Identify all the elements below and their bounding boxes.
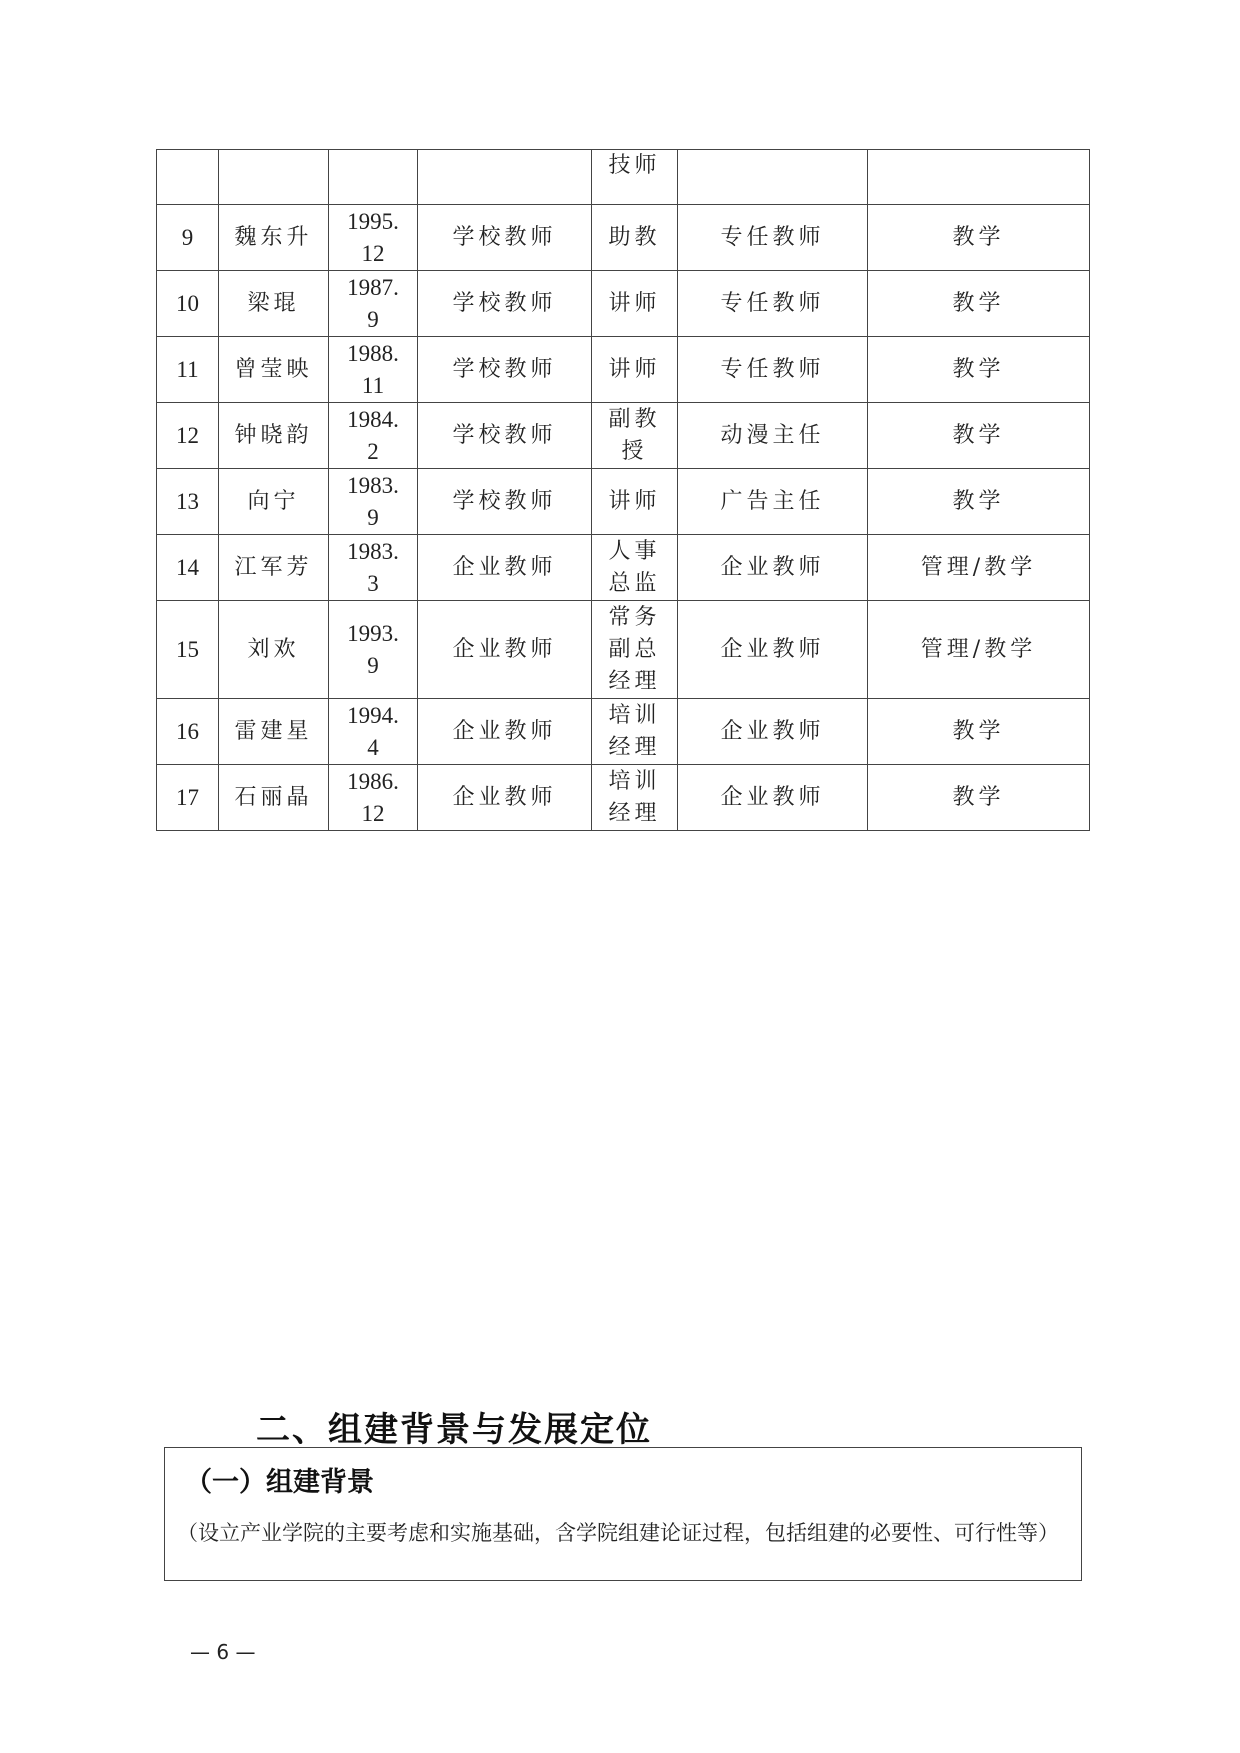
position-cell: 企业教师	[678, 765, 868, 831]
row-number: 17	[157, 765, 219, 831]
job-title-cell: 讲师	[592, 271, 678, 337]
job-title-cell: 副教 授	[592, 403, 678, 469]
job-title-cell: 人事 总监	[592, 535, 678, 601]
row-number: 10	[157, 271, 219, 337]
teacher-type-cell: 学校教师	[418, 271, 592, 337]
name-cell: 曾莹映	[219, 337, 329, 403]
row-number	[157, 150, 219, 205]
row-number: 12	[157, 403, 219, 469]
job-title-cell: 讲师	[592, 469, 678, 535]
duty-cell	[868, 150, 1090, 205]
row-number: 16	[157, 699, 219, 765]
name-cell	[219, 150, 329, 205]
birth-date-cell: 1983. 3	[329, 535, 418, 601]
birth-date-cell: 1993. 9	[329, 601, 418, 699]
teacher-type-cell: 企业教师	[418, 699, 592, 765]
position-cell: 企业教师	[678, 699, 868, 765]
name-cell: 雷建星	[219, 699, 329, 765]
duty-cell: 教学	[868, 699, 1090, 765]
name-cell: 向宁	[219, 469, 329, 535]
table-row	[157, 601, 1090, 699]
duty-cell: 管理/教学	[868, 535, 1090, 601]
position-cell: 专任教师	[678, 337, 868, 403]
section-note: （设立产业学院的主要考虑和实施基础，含学院组建论证过程，包括组建的必要性、可行性等）	[177, 1521, 1059, 1545]
table-row	[157, 337, 1090, 403]
position-cell: 企业教师	[678, 601, 868, 699]
birth-date-cell: 1984. 2	[329, 403, 418, 469]
page-number: — 6 —	[190, 1640, 256, 1664]
row-number: 15	[157, 601, 219, 699]
table-row	[157, 765, 1090, 831]
duty-cell: 管理/教学	[868, 601, 1090, 699]
duty-cell: 教学	[868, 337, 1090, 403]
position-cell: 专任教师	[678, 271, 868, 337]
birth-date-cell: 1995. 12	[329, 205, 418, 271]
birth-date-cell: 1983. 9	[329, 469, 418, 535]
table-row	[157, 150, 1090, 205]
teacher-type-cell: 企业教师	[418, 601, 592, 699]
row-number: 11	[157, 337, 219, 403]
position-cell: 动漫主任	[678, 403, 868, 469]
table-row	[157, 535, 1090, 601]
table-row	[157, 469, 1090, 535]
teacher-type-cell: 学校教师	[418, 205, 592, 271]
birth-date-cell: 1988. 11	[329, 337, 418, 403]
position-cell: 专任教师	[678, 205, 868, 271]
row-number: 13	[157, 469, 219, 535]
job-title-cell: 常务 副总 经理	[592, 601, 678, 699]
job-title-cell: 培训 经理	[592, 765, 678, 831]
job-title-cell: 讲师	[592, 337, 678, 403]
duty-cell: 教学	[868, 205, 1090, 271]
position-cell	[678, 150, 868, 205]
row-number: 14	[157, 535, 219, 601]
row-number: 9	[157, 205, 219, 271]
birth-date-cell: 1987. 9	[329, 271, 418, 337]
name-cell: 魏东升	[219, 205, 329, 271]
name-cell: 钟晓韵	[219, 403, 329, 469]
table-row	[157, 699, 1090, 765]
background-box	[164, 1447, 1082, 1581]
section-title: 二、组建背景与发展定位	[256, 1410, 652, 1450]
name-cell: 石丽晶	[219, 765, 329, 831]
duty-cell: 教学	[868, 765, 1090, 831]
birth-date-cell: 1986. 12	[329, 765, 418, 831]
teacher-type-cell: 企业教师	[418, 535, 592, 601]
staff-table	[156, 149, 1090, 831]
duty-cell: 教学	[868, 403, 1090, 469]
table-row	[157, 403, 1090, 469]
job-title-cell: 培训 经理	[592, 699, 678, 765]
duty-cell: 教学	[868, 271, 1090, 337]
duty-cell: 教学	[868, 469, 1090, 535]
teacher-type-cell: 学校教师	[418, 469, 592, 535]
teacher-type-cell: 学校教师	[418, 403, 592, 469]
job-title-cell: 助教	[592, 205, 678, 271]
name-cell: 刘欢	[219, 601, 329, 699]
name-cell: 梁琨	[219, 271, 329, 337]
subsection-heading: （一）组建背景	[185, 1467, 374, 1498]
table-row	[157, 205, 1090, 271]
job-title-cell: 技师	[592, 150, 678, 205]
table-row	[157, 271, 1090, 337]
birth-date-cell	[329, 150, 418, 205]
birth-date-cell: 1994. 4	[329, 699, 418, 765]
teacher-type-cell: 学校教师	[418, 337, 592, 403]
teacher-type-cell: 企业教师	[418, 765, 592, 831]
name-cell: 江军芳	[219, 535, 329, 601]
teacher-type-cell	[418, 150, 592, 205]
position-cell: 广告主任	[678, 469, 868, 535]
position-cell: 企业教师	[678, 535, 868, 601]
